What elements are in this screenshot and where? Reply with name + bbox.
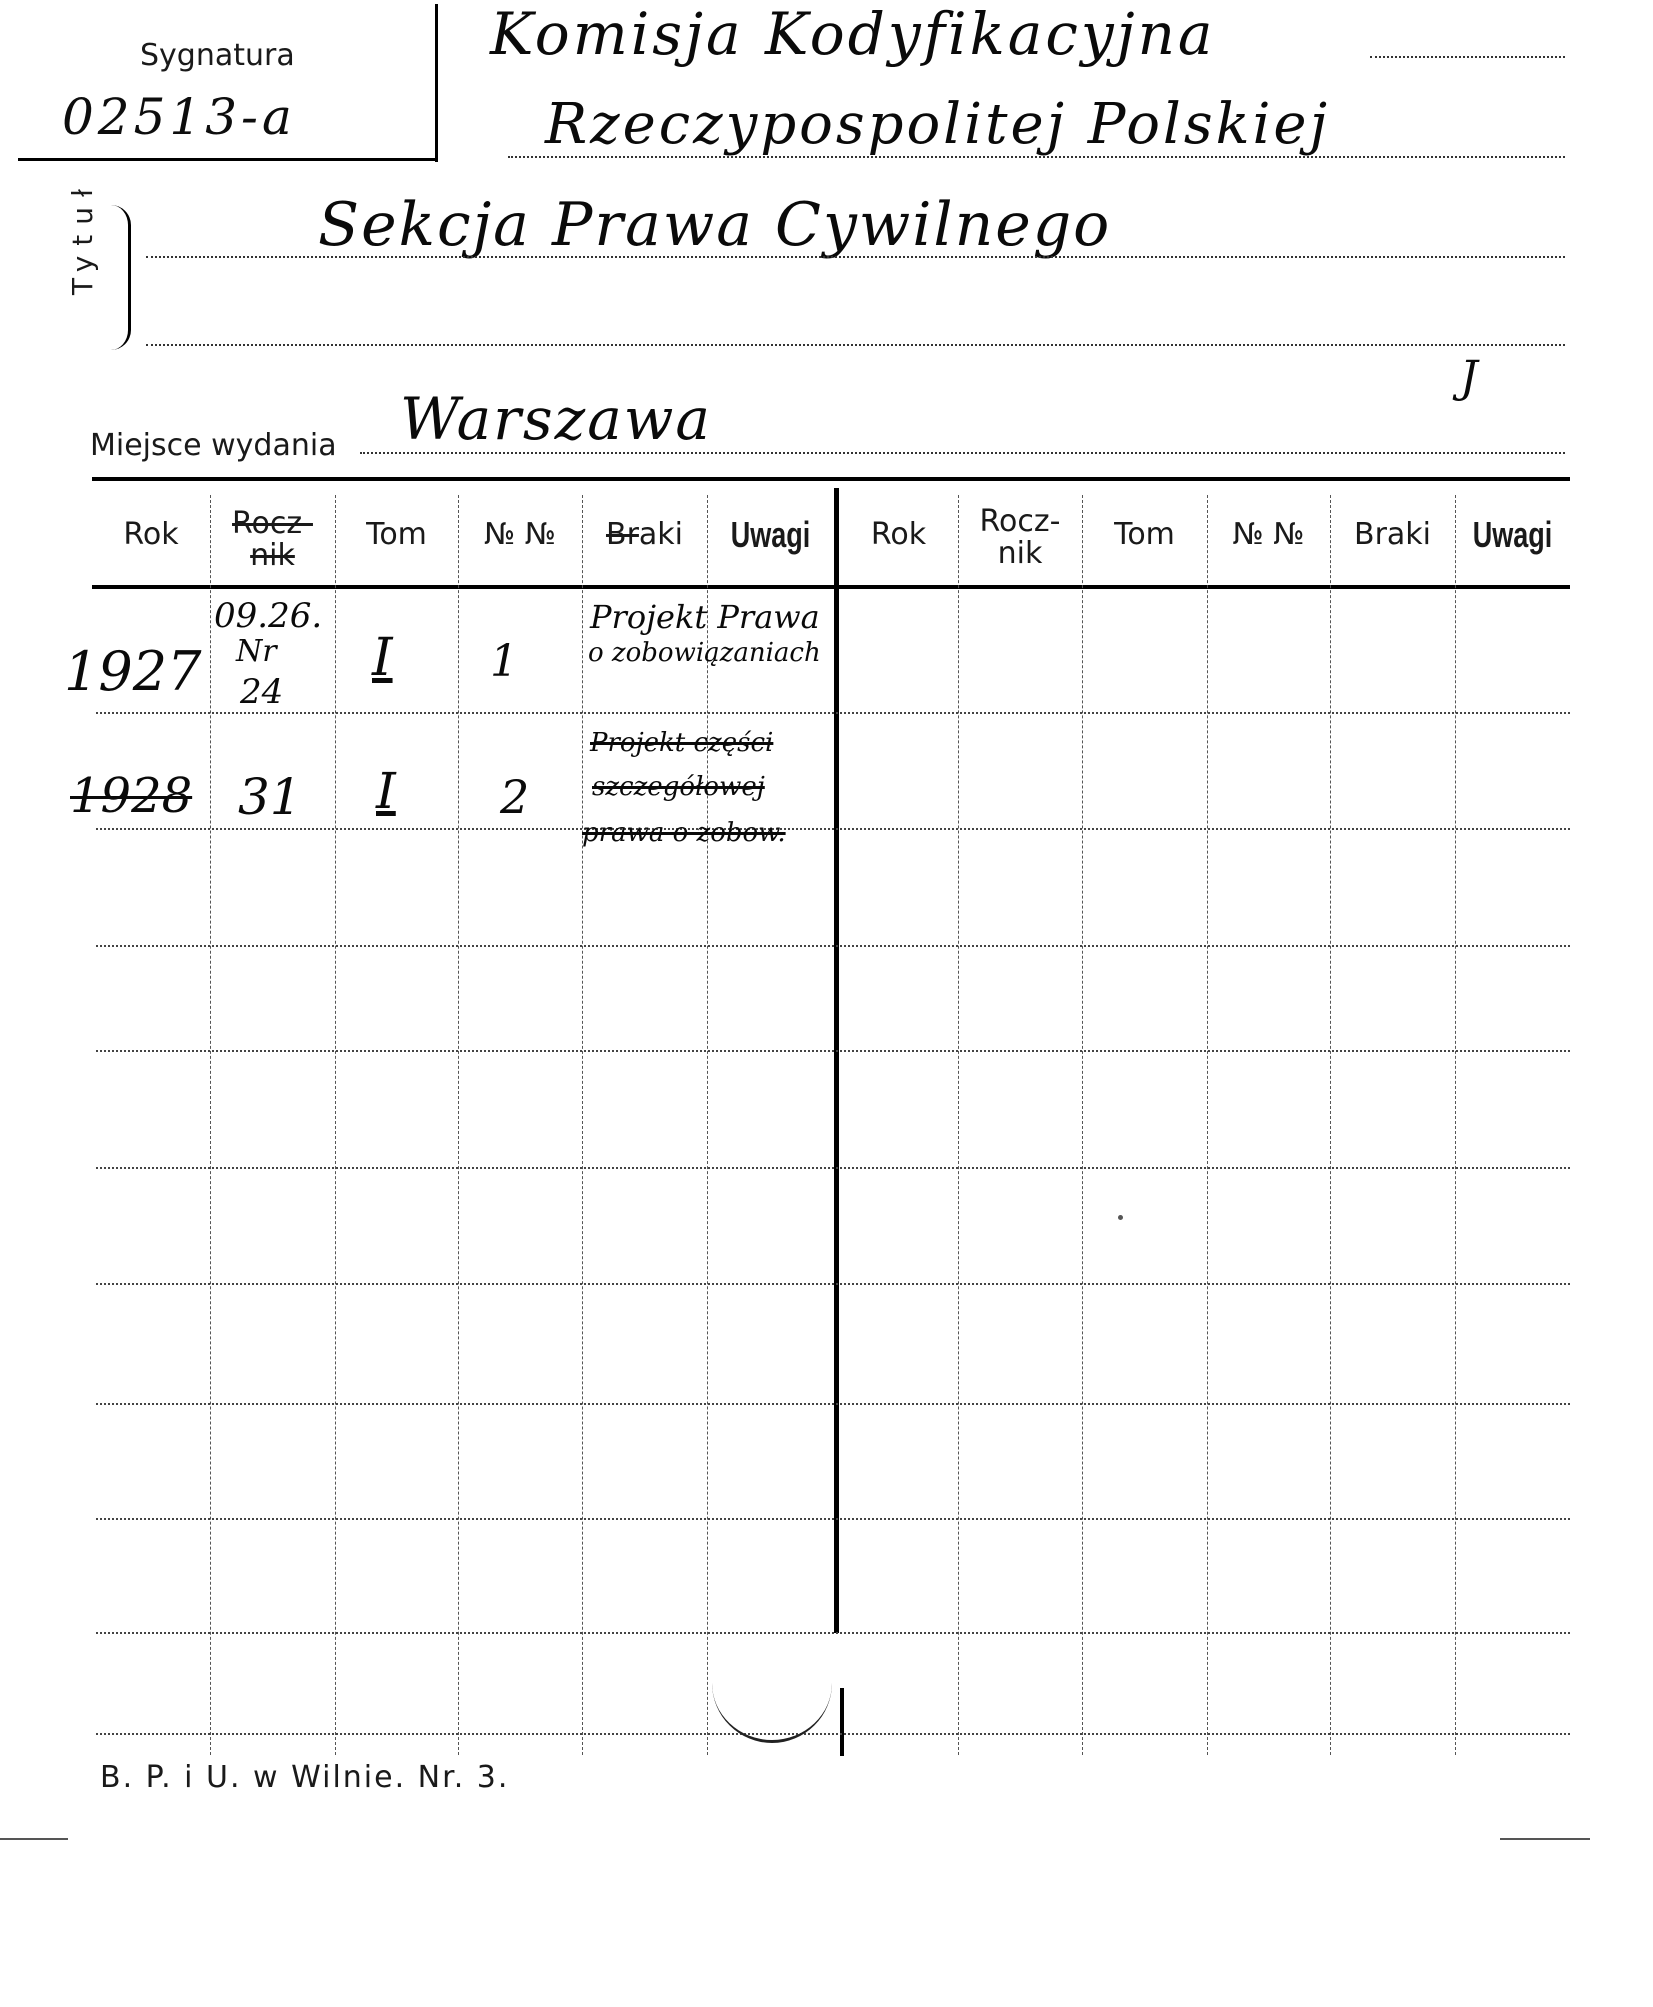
row-1-rocznik: 09.26.: [214, 596, 323, 636]
signature-label: Sygnatura: [140, 38, 295, 73]
table-center-divider: [834, 488, 839, 1633]
column-line: [707, 495, 708, 1755]
title-dotted-line-1: [146, 256, 1565, 258]
edge-mark: [0, 1838, 68, 1840]
pencil-mark: [712, 1660, 832, 1743]
row-2-rocznik: 31: [238, 768, 302, 826]
header-uwagi-right: Uwagi: [1472, 514, 1553, 555]
place-mark: J: [1460, 352, 1478, 403]
header-braki-left-struck: Br: [605, 517, 639, 552]
header-rocznik-right: [958, 498, 1082, 578]
ink-speck: [1118, 1215, 1123, 1220]
edge-mark: [1500, 1838, 1590, 1840]
header-rok-left: Rok: [123, 517, 179, 552]
footer-printer: B. P. i U. w Wilnie. Nr. 3.: [100, 1760, 510, 1795]
header-braki-right: Braki: [1353, 517, 1431, 552]
place-dotted-line: [360, 452, 1565, 454]
publisher-dotted-line-1: [1370, 56, 1565, 58]
row-2-rok: 1928: [70, 768, 193, 824]
row-2-braki: Projekt części: [590, 728, 774, 758]
header-braki-left-rest: aki: [638, 517, 683, 552]
place-label: Miejsce wydania: [90, 428, 337, 463]
header-rocznik-left: [210, 500, 335, 580]
row-1-nr: 1: [490, 636, 518, 687]
row-line: [96, 1283, 1570, 1285]
title-value: Sekcja Prawa Cywilnego: [318, 190, 1112, 260]
row-line: [96, 1167, 1570, 1169]
row-line: [96, 1403, 1570, 1405]
column-line: [1082, 495, 1083, 1755]
row-1-rocznik-number: 24: [240, 672, 284, 712]
header-rocznik-right-bottom: nik: [997, 536, 1043, 571]
row-line: [96, 1050, 1570, 1052]
row-2-braki-2: szczegółowej: [592, 772, 765, 802]
header-rocznik-right-top: Rocz-: [979, 504, 1061, 539]
column-line: [1455, 495, 1456, 1755]
column-line: [1207, 495, 1208, 1755]
row-line: [96, 1632, 1570, 1634]
signature-box-bottom-border: [18, 158, 438, 161]
publisher-dotted-line-2: [508, 156, 1565, 158]
row-2-tom: I: [376, 762, 396, 820]
row-1-tom: I: [372, 628, 393, 688]
row-1-rocznik-nr: Nr: [236, 634, 277, 669]
table-center-divider-lower: [840, 1688, 844, 1756]
title-dotted-line-2: [146, 344, 1565, 346]
row-1-braki-2: o zobowiązaniach: [588, 638, 821, 668]
header-uwagi-left: Uwagi: [730, 514, 811, 555]
row-2-braki-3: prawa o zobow.: [582, 818, 786, 848]
place-value: Warszawa: [400, 385, 713, 453]
header-tom-right: Tom: [1114, 517, 1175, 552]
row-line: [96, 1518, 1570, 1520]
row-1-rok: 1927: [64, 640, 202, 703]
column-line: [458, 495, 459, 1755]
header-nr-left: № №: [484, 517, 556, 552]
title-brace: [110, 205, 131, 350]
table-top-border: [92, 477, 1570, 481]
column-line: [335, 495, 336, 1755]
title-label: Tytuł: [66, 179, 99, 295]
row-line: [96, 828, 1570, 830]
row-line: [96, 1733, 1570, 1735]
header-rocznik-left-bottom: nik: [250, 538, 295, 573]
row-1-braki: Projekt Prawa: [590, 598, 820, 636]
signature-value: 02513-a: [62, 88, 296, 146]
row-line: [96, 945, 1570, 947]
header-braki-left: [582, 495, 707, 575]
signature-box-right-border: [435, 4, 438, 162]
column-line: [210, 495, 211, 1755]
publisher-line-2: Rzeczypospolitej Polskiej: [545, 92, 1330, 157]
header-rok-right: Rok: [870, 517, 927, 552]
column-line: [582, 495, 583, 1755]
publisher-line-1: Komisja Kodyfikacyjna: [490, 0, 1216, 68]
header-nr-right: № №: [1232, 517, 1305, 552]
row-line: [96, 712, 1570, 714]
header-tom-left: Tom: [366, 517, 427, 552]
row-2-nr: 2: [500, 770, 530, 824]
header-rocznik-left-top: Rocz-: [232, 506, 313, 541]
column-line: [958, 495, 959, 1755]
column-line: [1330, 495, 1331, 1755]
table-header-bottom-border: [92, 585, 1570, 589]
